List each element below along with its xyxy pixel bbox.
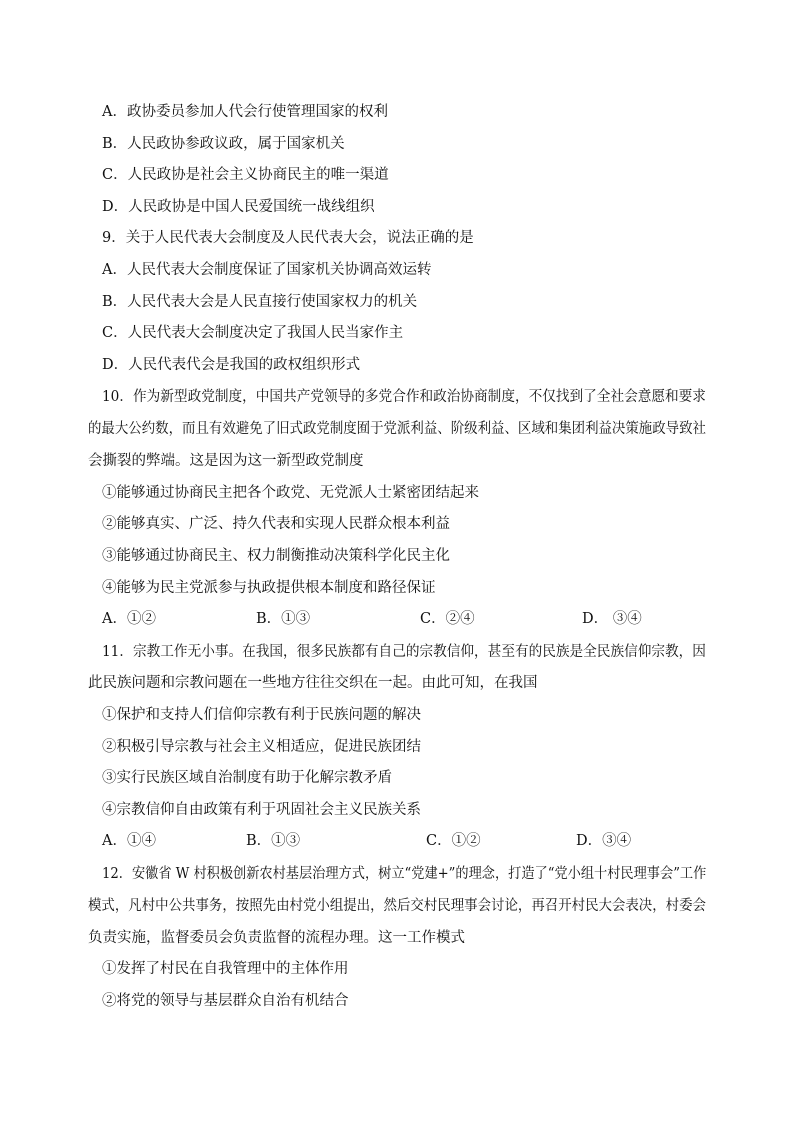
q9-option-d: D．人民代表代会是我国的政权组织形式 — [102, 357, 361, 373]
q11-item-1: ①保护和支持人们信仰宗教有利于民族问题的解决 — [102, 707, 421, 723]
q11-stem-line-1: 11．宗教工作无小事。在我国，很多民族都有自己的宗教信仰，甚至有的民族是全民族信仰宗教，因 — [102, 644, 706, 660]
q10-choice-d: D． ③④ — [582, 611, 642, 627]
q9-option-a: A．人民代表大会制度保证了国家机关协调高效运转 — [102, 262, 432, 278]
q12-stem-line-2: 模式，凡村中公共事务，按照先由村党小组提出，然后交村民理事会讨论，再召开村民大会表决，村委会 — [88, 898, 706, 914]
q11-choice-c: C．①② — [426, 833, 481, 849]
q12-stem-line-3: 负责实施，监督委员会负责监督的流程办理。这一工作模式 — [88, 930, 465, 946]
q10-stem-line-2: 的最大公约数，而且有效避免了旧式政党制度囿于党派利益、阶级利益、区域和集团利益决策施政导致社 — [88, 421, 706, 437]
q10-choice-b: B．①③ — [256, 611, 311, 627]
q9-option-b: B．人民代表大会是人民直接行使国家权力的机关 — [102, 294, 418, 310]
q11-choices — [102, 831, 662, 851]
q10-item-3: ③能够通过协商民主、权力制衡推动决策科学化民主化 — [102, 548, 450, 564]
q8-option-d: D．人民政协是中国人民爱国统一战线组织 — [102, 199, 375, 215]
q11-choice-b: B．①③ — [246, 833, 301, 849]
q12-item-1: ①发挥了村民在自我管理中的主体作用 — [102, 961, 349, 977]
q8-option-a: A．政协委员参加人代会行使管理国家的权利 — [102, 104, 388, 120]
q11-stem-line-2: 此民族问题和宗教问题在一些地方往往交织在一起。由此可知，在我国 — [88, 675, 538, 691]
q10-choice-a: A．①② — [102, 611, 156, 627]
q10-item-1: ①能够通过协商民主把各个政党、无党派人士紧密团结起来 — [102, 485, 479, 501]
q12-item-2: ②将党的领导与基层群众自治有机结合 — [102, 993, 349, 1009]
q11-item-2: ②积极引导宗教与社会主义相适应，促进民族团结 — [102, 739, 421, 755]
q10-stem-line-3: 会撕裂的弊端。这是因为这一新型政党制度 — [88, 453, 364, 469]
q11-choice-a: A．①④ — [102, 833, 156, 849]
q9-stem: 9．关于人民代表大会制度及人民代表大会，说法正确的是 — [102, 230, 474, 246]
q10-choice-c: C．②④ — [420, 611, 475, 627]
q11-item-4: ④宗教信仰自由政策有利于巩固社会主义民族关系 — [102, 802, 421, 818]
q9-option-c: C．人民代表大会制度决定了我国人民当家作主 — [102, 325, 404, 341]
q11-choice-d: D．③④ — [576, 833, 632, 849]
q10-choices — [102, 609, 662, 629]
q8-option-b: B．人民政协参政议政，属于国家机关 — [102, 136, 345, 152]
q12-stem-line-1: 12．安徽省 W 村积极创新农村基层治理方式，树立“党建+”的理念，打造了“党小组十村民理事会”工作 — [102, 866, 707, 882]
q10-item-4: ④能够为民主党派参与执政提供根本制度和路径保证 — [102, 580, 436, 596]
q10-item-2: ②能够真实、广泛、持久代表和实现人民群众根本利益 — [102, 516, 450, 532]
q8-option-c: C．人民政协是社会主义协商民主的唯一渠道 — [102, 167, 389, 183]
q11-item-3: ③实行民族区域自治制度有助于化解宗教矛盾 — [102, 770, 392, 786]
q10-stem-line-1: 10．作为新型政党制度，中国共产党领导的多党合作和政治协商制度，不仅找到了全社会意愿和要求 — [102, 389, 706, 405]
